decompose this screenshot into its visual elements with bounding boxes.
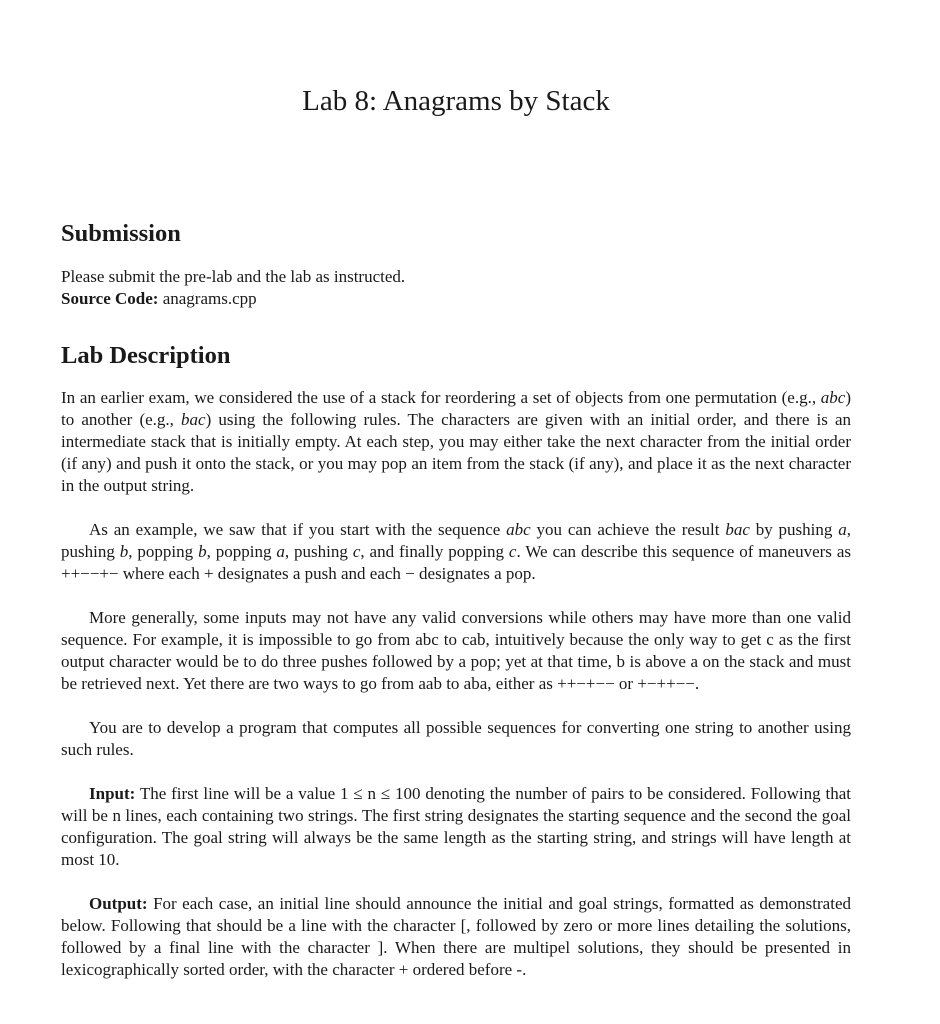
- output-label: Output:: [89, 894, 148, 913]
- text-run: , popping: [128, 542, 199, 561]
- submission-heading: Submission: [61, 220, 181, 247]
- submission-instructions: Please submit the pre-lab and the lab as instructed.: [61, 267, 406, 286]
- math-c: c: [352, 542, 361, 561]
- lab-description-body: [61, 387, 851, 1003]
- text-run: by pushing: [749, 520, 839, 539]
- text-run: you can achieve the result: [530, 520, 726, 539]
- math-abc: abc: [506, 520, 531, 539]
- math-c: c: [508, 542, 517, 561]
- paragraph-output: [61, 893, 851, 981]
- page-title: Lab 8: Anagrams by Stack: [302, 85, 610, 117]
- math-bac: bac: [725, 520, 750, 539]
- text-run: ) using the following rules. The characters are given with an initial order, and there is an intermediate stack that is initially empty. At each step, you may either take the next character from the initial order (if any) and push it onto the stack, or you may pop an item from the stack (if any), and place it as the next character in the output string.: [61, 410, 851, 495]
- paragraph-general: More generally, some inputs may not have any valid conversions while others may have more than one valid sequence. For example, it is impossible to go from abc to cab, intuitively because the only way to get c as the first output character would be to do three pushes followed by a pop; yet at that time, b is above a on the stack and must be retrieved next. Yet there are two ways to go from aab to aba, either as ++−+−− or +−++−−.: [61, 608, 851, 693]
- paragraph-input: [61, 783, 851, 871]
- math-bac: bac: [181, 410, 206, 429]
- input-label: Input:: [89, 784, 136, 803]
- text-run: , popping: [206, 542, 277, 561]
- paragraph-example: [61, 519, 851, 585]
- text-run: ) to another (e.g.,: [61, 388, 851, 429]
- text-run: , pushing: [61, 520, 851, 561]
- source-code-value: anagrams.cpp: [158, 289, 257, 308]
- math-b: b: [198, 542, 207, 561]
- paragraph-task: You are to develop a program that computes all possible sequences for converting one string to another using such rules.: [61, 718, 851, 759]
- math-b: b: [119, 542, 129, 561]
- text-run: As an example, we saw that if you start with the sequence: [89, 520, 507, 539]
- submission-body: [61, 266, 851, 310]
- math-a: a: [276, 542, 285, 561]
- text-run: , and finally popping: [360, 542, 509, 561]
- lab-description-heading: Lab Description: [61, 342, 231, 369]
- output-text: For each case, an initial line should announce the initial and goal strings, formatted as demonstrated below. Following that should be a line with the character [, followed by zero or more lines detailing the solutions, followed by a final line with the character ]. When there are multipel solutions, they should be presented in lexicographically sorted order, with the character + ordered before -.: [61, 894, 851, 979]
- math-abc: abc: [820, 388, 846, 407]
- math-a: a: [838, 520, 847, 539]
- source-code-label: Source Code:: [61, 289, 159, 308]
- source-code-line: [61, 288, 851, 310]
- text-run: In an earlier exam, we considered the use of a stack for reordering a set of objects from one permutation (e.g.,: [61, 388, 821, 407]
- text-run: , pushing: [284, 542, 353, 561]
- paragraph-intro: [61, 387, 851, 497]
- text-run: . We can describe this sequence of maneuvers as ++−−+− where each + designates a push and each − designates a pop.: [61, 542, 852, 583]
- input-text: The first line will be a value 1 ≤ n ≤ 100 denoting the number of pairs to be considered. Following that will be n lines, each containing two strings. The first string designates the starting sequence and the second the goal configuration. The goal string will always be the same length as the starting string, and strings will have length at most 10.: [61, 784, 851, 869]
